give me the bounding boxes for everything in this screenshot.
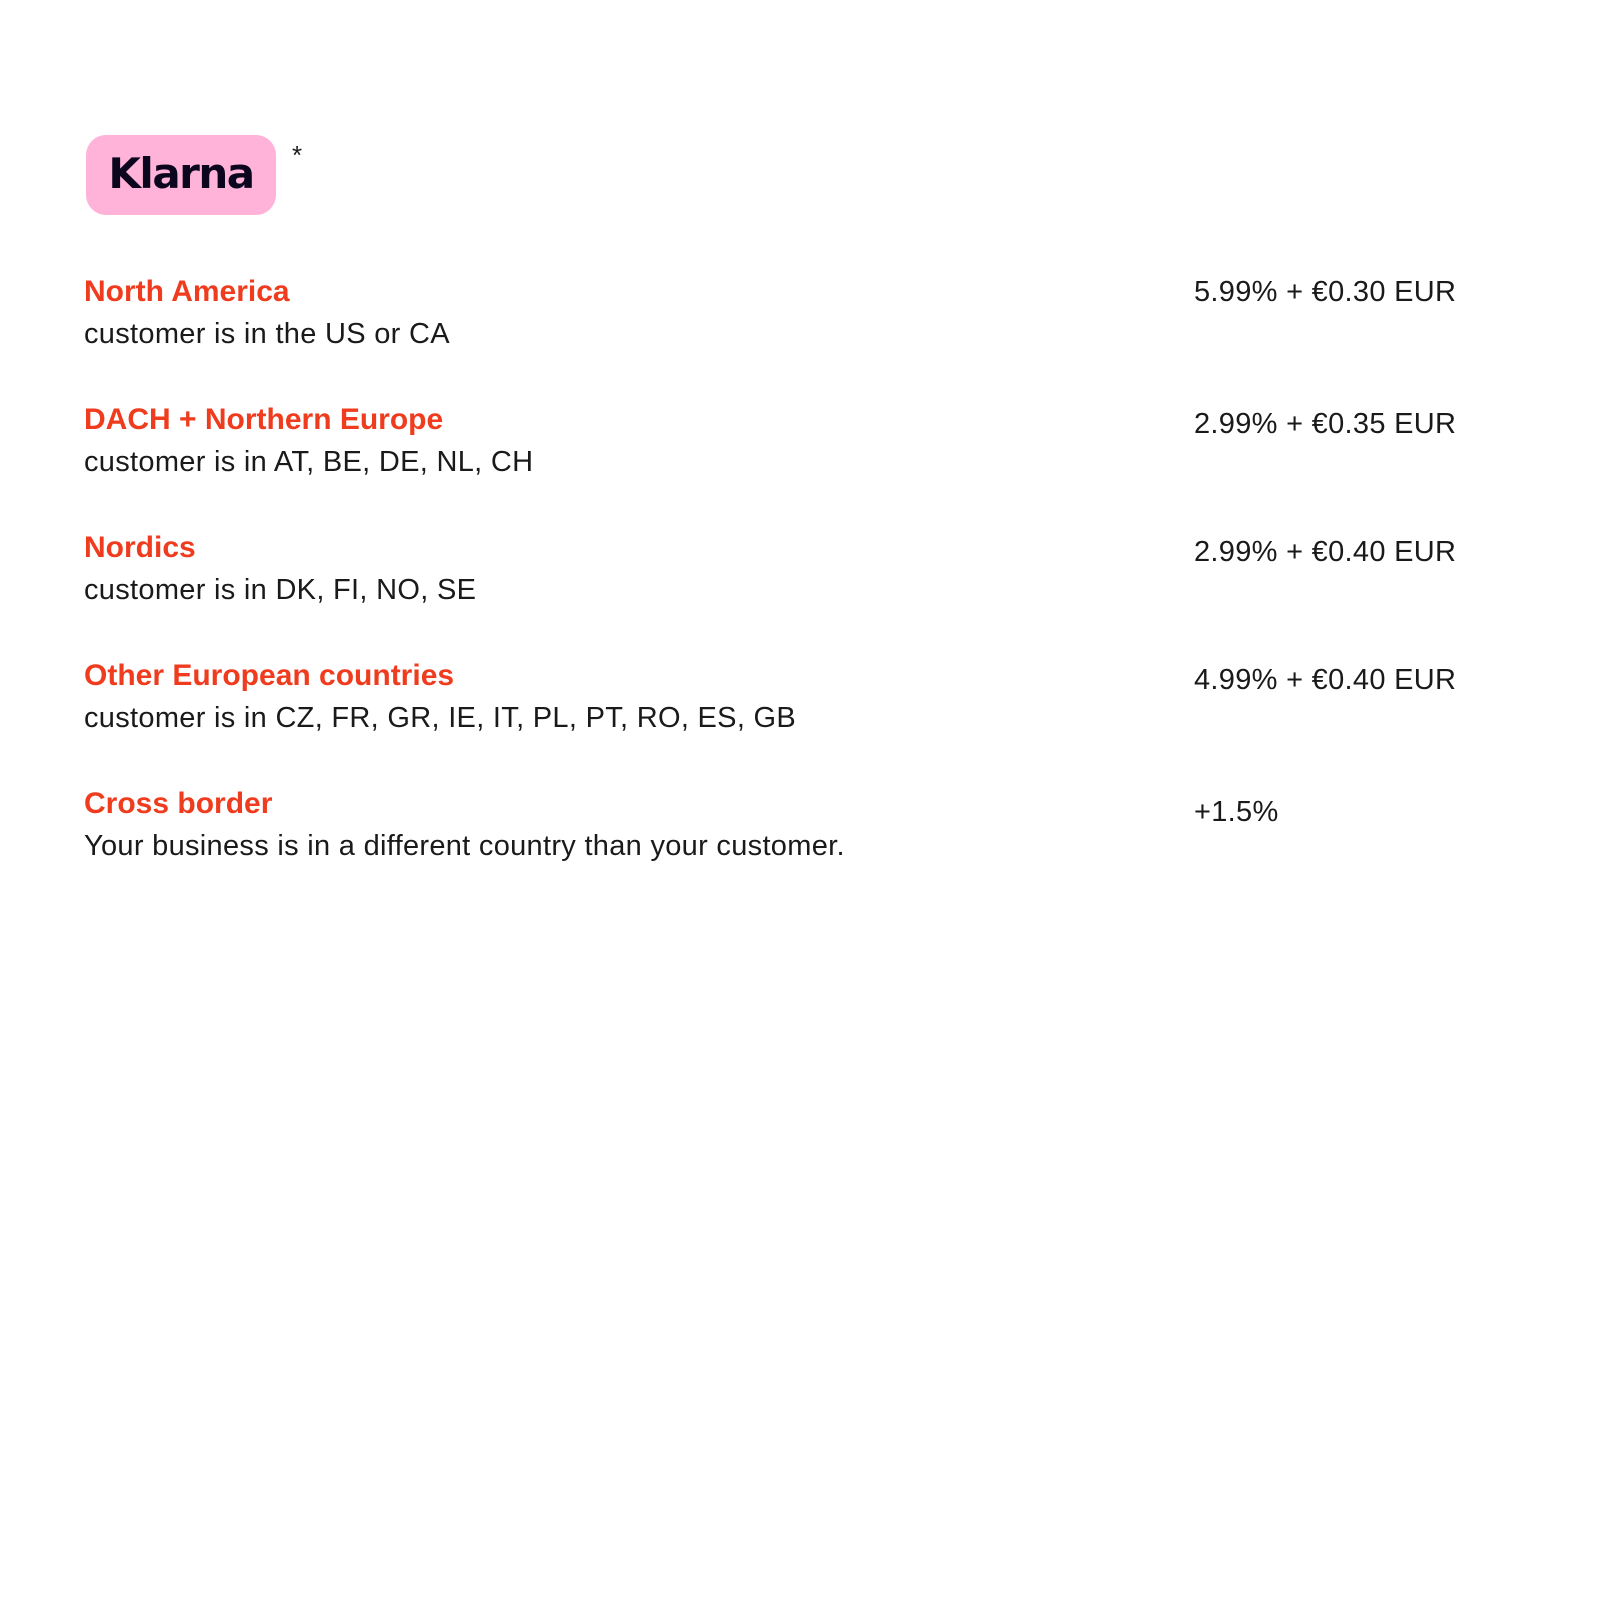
region-price: 4.99% + €0.40 EUR [1194,664,1457,696]
region-title: DACH + Northern Europe [84,403,444,436]
klarna-logo-badge [86,135,276,215]
region-price: +1.5% [1194,796,1279,828]
region-price: 2.99% + €0.40 EUR [1194,536,1457,568]
region-description: customer is in DK, FI, NO, SE [84,574,477,606]
klarna-logo [86,135,276,215]
pricing-row-north-america [84,272,1484,400]
region-description: Your business is in a different country than your customer. [84,830,845,862]
region-title: Cross border [84,787,273,820]
region-description: customer is in AT, BE, DE, NL, CH [84,446,534,478]
footnote-asterisk: * [292,140,303,170]
klarna-logo-text: Klarna [108,149,254,198]
pricing-row-nordics [84,528,1484,656]
region-price: 2.99% + €0.35 EUR [1194,408,1457,440]
region-description: customer is in the US or CA [84,318,450,350]
pricing-list [84,272,1484,912]
pricing-row-dach-northern-europe [84,400,1484,528]
pricing-row-other-european [84,656,1484,784]
region-description: customer is in CZ, FR, GR, IE, IT, PL, PT, RO, ES, GB [84,702,797,734]
region-title: Other European countries [84,659,455,692]
region-price: 5.99% + €0.30 EUR [1194,276,1457,308]
pricing-row-cross-border [84,784,1484,912]
region-title: North America [84,275,290,308]
region-title: Nordics [84,531,196,564]
